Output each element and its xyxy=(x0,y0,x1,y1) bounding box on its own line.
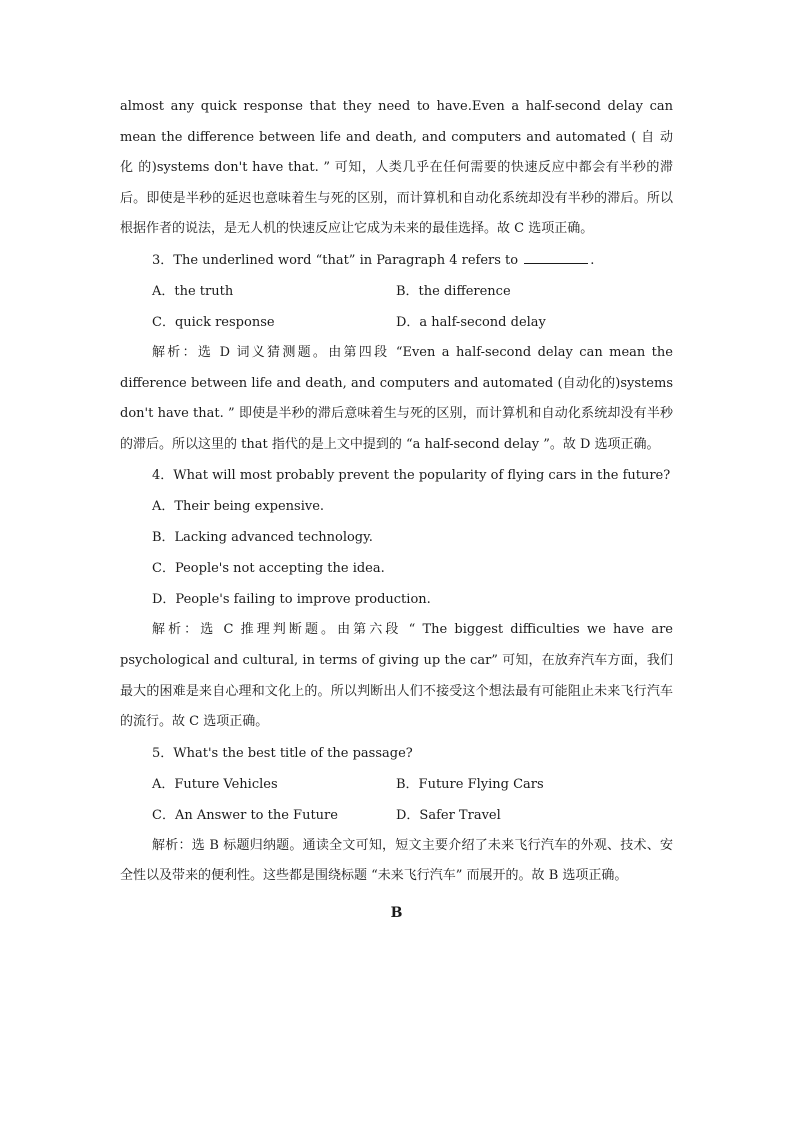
question-3-option-b: B．the difference xyxy=(396,283,511,299)
question-3-analysis-text: ：选 D 词义猜测题。由第四段 “Even a half-second delay can mean the difference between life and death, and computers and automated (自动化的)systems don't have that. ” 即使是半秒的滞后意味着生与死的区别，而计算机和自动化系统却没有半秒的滞后。所以这里的 that 指代的是上文中提到的 “a half-second delay ”。故 D 选项正确。 xyxy=(120,344,673,452)
question-3-stem-text: 3．The underlined word “that” in Paragraph 4 refers to xyxy=(152,252,523,268)
question-5-option-d: D．Safer Travel xyxy=(396,807,501,823)
question-5-options-row-1 xyxy=(120,769,673,800)
question-4-option-a: A．Their being expensive. xyxy=(152,499,325,515)
answer-blank xyxy=(524,250,588,264)
question-4-option-c: C．People's not accepting the idea. xyxy=(152,561,385,577)
analysis-label: 解析 xyxy=(152,622,185,638)
question-4-stem: 4．What will most probably prevent the popularity of flying cars in the future? xyxy=(152,468,671,484)
question-4-option-b: B．Lacking advanced technology. xyxy=(152,530,373,546)
question-3-analysis xyxy=(120,338,673,460)
document-page xyxy=(120,92,673,928)
question-5-option-c: C．An Answer to the Future xyxy=(152,807,338,823)
question-5-analysis-text: ：选 B 标题归纳题。通读全文可知，短文主要介绍了未来飞行汽车的外观、技术、安全性以及带来的便利性。这些都是围绕标题 “未来飞行汽车” 而展开的。故 B 选项正确。 xyxy=(120,837,673,884)
analysis-label: 解析 xyxy=(152,344,183,360)
question-3-stem-end: . xyxy=(590,252,595,268)
question-5-option-b: B．Future Flying Cars xyxy=(396,776,544,792)
question-3-option-a: A．the truth xyxy=(152,283,234,299)
question-5-option-a: A．Future Vehicles xyxy=(152,776,278,792)
analysis-label: 解析 xyxy=(152,837,179,853)
question-5-options-row-2 xyxy=(120,800,673,831)
question-4-analysis-text: ：选 C 推理判断题。由第六段 “ The biggest difficulties we have are psychological and cultural, in terms of giving up the car” 可知，在放弃汽车方面，我们最大的困难是来自心理和文化上的。所以判断出人们不接受这个想法最有可能阻止未来飞行汽车的流行。故 C 选项正确。 xyxy=(120,622,673,730)
question-5-analysis xyxy=(120,831,673,892)
question-3-options-row-2 xyxy=(120,307,673,338)
section-heading: B xyxy=(390,904,403,921)
question-3-options-row-1 xyxy=(120,276,673,307)
question-4-analysis xyxy=(120,615,673,737)
intro-paragraph: almost any quick response that they need to have.Even a half-second delay can mean the difference between life and death, and computers and automated ( 自 动 化 的)systems don't have that. ” 可知，人类几乎在任何需要的快速反应中都会有半秒的滞后。即使是半秒的延迟也意味着生与死的区别，而计算机和自动化系统却没有半秒的滞后。所以根据作者的说法，是无人机的快速反应让它成为未来的最佳选择。故 C 选项正确。 xyxy=(120,99,673,237)
question-3-option-d: D．a half-second delay xyxy=(396,314,546,330)
question-5-stem: 5．What's the best title of the passage? xyxy=(152,745,413,761)
question-3-option-c: C．quick response xyxy=(152,314,275,330)
question-3-stem xyxy=(120,245,673,276)
question-4-option-d: D．People's failing to improve production. xyxy=(152,592,431,608)
